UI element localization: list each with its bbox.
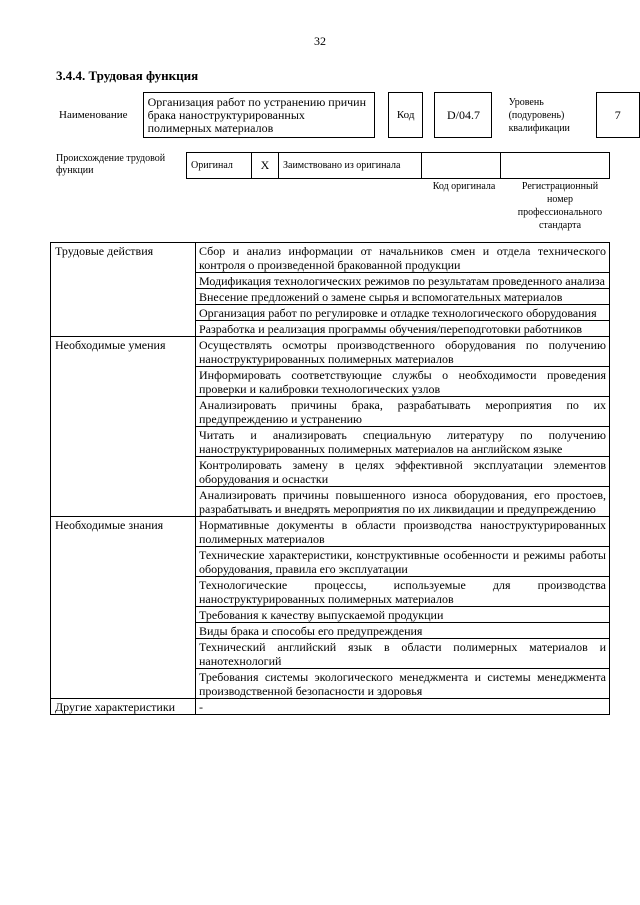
original-label: Оригинал <box>187 153 252 179</box>
name-label: Наименование <box>59 109 128 121</box>
code-original-label: Код оригинала <box>432 181 496 192</box>
page-number: 32 <box>314 34 326 48</box>
section-item: Технический английский язык в области полимерных материалов и нанотехнологий <box>196 639 610 669</box>
table-row <box>51 243 610 273</box>
section-heading: Трудовые действия <box>51 243 196 337</box>
level-value: 7 <box>596 93 639 138</box>
original-mark: X <box>252 153 279 179</box>
section-item: Разработка и реализация программы обучения/переподготовки работников <box>196 321 610 337</box>
section-item: Контролировать замену в целях эффективной эксплуатации элементов оборудования и оснастки <box>196 457 610 487</box>
section-item: Нормативные документы в области производства наноструктурированных полимерных материалов <box>196 517 610 547</box>
table-row <box>51 337 610 367</box>
section-item: Осуществлять осмотры производственного оборудования по получению наноструктурированных полимерных материалов <box>196 337 610 367</box>
section-heading: Необходимые знания <box>51 517 196 699</box>
code-label: Код <box>389 93 423 138</box>
section-heading: Необходимые умения <box>51 337 196 517</box>
reg-number-label: Регистрационный номер профессионального стандарта <box>517 181 603 231</box>
code-value: D/04.7 <box>435 93 492 138</box>
section-item: Анализировать причины брака, разрабатывать мероприятия по их предупреждению и устранению <box>196 397 610 427</box>
borrowed-label: Заимствовано из оригинала <box>279 153 422 179</box>
name-value: Организация работ по устранению причин брака наноструктурированных полимерных материалов <box>143 93 375 138</box>
section-item: Виды брака и способы его предупреждения <box>196 623 610 639</box>
labor-function-table <box>50 242 610 715</box>
origin-table <box>56 152 610 179</box>
section-item: Анализировать причины повышенного износа оборудования, его простоев, разрабатывать и внедрять мероприятия по их ликвидации и предупреждению <box>196 487 610 517</box>
section-title: 3.4.4. Трудовая функция <box>56 68 199 83</box>
section-item: Технические характеристики, конструктивные особенности и режимы работы оборудования, правила его эксплуатации <box>196 547 610 577</box>
section-heading: Другие характеристики <box>51 699 196 715</box>
level-label: Уровень (подуровень) квалификации <box>508 96 570 134</box>
section-item: Требования к качеству выпускаемой продукции <box>196 607 610 623</box>
section-item: Организация работ по регулировке и отладке технологического оборудования <box>196 305 610 321</box>
section-item: Требования системы экологического менеджмента и системы менеджмента производственной безопасности и здоровья <box>196 669 610 699</box>
section-item: Сбор и анализ информации от начальников смен и отдела технического контроля о произведенной бракованной продукции <box>196 243 610 273</box>
reg-number-cell <box>501 153 610 179</box>
section-item: Информировать соответствующие службы о необходимости проведения проверки и калибровки технологических узлов <box>196 367 610 397</box>
table-row <box>51 699 610 715</box>
section-item: Читать и анализировать специальную литературу по получению наноструктурированных полимерных материалов на английском языке <box>196 427 610 457</box>
function-header-table <box>56 92 640 138</box>
code-original-cell <box>422 153 501 179</box>
section-item: Технологические процессы, используемые для производства наноструктурированных полимерных материалов <box>196 577 610 607</box>
section-item: Модификация технологических режимов по результатам проведенного анализа <box>196 273 610 289</box>
section-item: Внесение предложений о замене сырья и вспомогательных материалов <box>196 289 610 305</box>
table-row <box>51 517 610 547</box>
origin-label: Происхождение трудовой функции <box>56 152 166 176</box>
section-item: - <box>196 699 610 715</box>
